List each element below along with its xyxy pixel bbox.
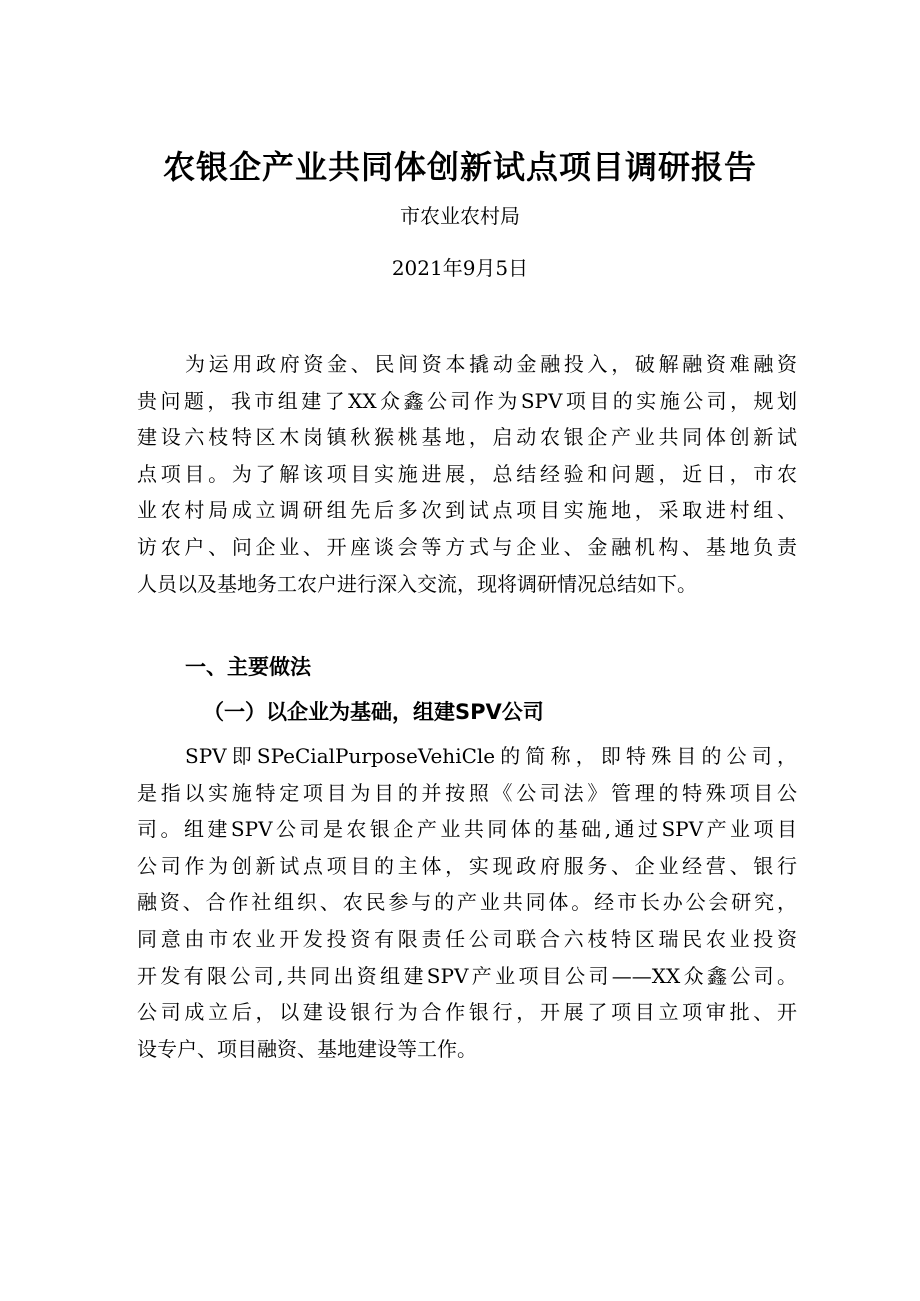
- paragraph-line: 公司成立后，以建设银行为合作银行，开展了项目立项审批、开: [137, 1000, 797, 1025]
- paragraph-line: 业农村局成立调研组先后多次到试点项目实施地，采取进村组、: [137, 498, 797, 523]
- paragraph-line: SPV即SPeCialPurposeVehiCle的简称，即特殊目的公司，: [185, 744, 797, 768]
- paragraph-line: 司。组建SPV公司是农银企产业共同体的基础,通过SPV产业项目: [137, 817, 797, 842]
- paragraph-line: 为运用政府资金、民间资本撬动金融投入，破解融资难融资: [185, 352, 797, 376]
- section-heading: 一、主要做法: [185, 655, 311, 679]
- document-title: 农银企产业共同体创新试点项目调研报告: [162, 148, 757, 186]
- spv-paragraph: [137, 738, 797, 1067]
- paragraph-line: 贵问题，我市组建了XX众鑫公司作为SPV项目的实施公司，规划: [137, 388, 797, 413]
- paragraph-line: 设专户、项目融资、基地建设等工作。: [137, 1036, 477, 1061]
- paragraph-line: 建设六枝特区木岗镇秋猴桃基地，启动农银企产业共同体创新试: [137, 425, 797, 450]
- subsection-heading: （一）以企业为基础，组建SPV公司: [203, 700, 544, 724]
- intro-paragraph: [137, 346, 797, 602]
- paragraph-line: 人员以及基地务工农户进行深入交流，现将调研情况总结如下。: [137, 571, 697, 596]
- paragraph-line: 是指以实施特定项目为目的并按照《公司法》管理的特殊项目公: [137, 780, 797, 805]
- paragraph-line: 开发有限公司,共同出资组建SPV产业项目公司——XX众鑫公司。: [137, 963, 797, 988]
- paragraph-line: 公司作为创新试点项目的主体，实现政府服务、企业经营、银行: [137, 853, 797, 878]
- issuing-organization: 市农业农村局: [400, 204, 520, 228]
- paragraph-line: 同意由市农业开发投资有限责任公司联合六枝特区瑞民农业投资: [137, 926, 797, 951]
- paragraph-line: 点项目。为了解该项目实施进展，总结经验和问题，近日，市农: [137, 461, 797, 486]
- paragraph-line: 访农户、问企业、开座谈会等方式与企业、金融机构、基地负责: [137, 534, 797, 559]
- paragraph-line: 融资、合作社组织、农民参与的产业共同体。经市长办公会研究，: [137, 890, 797, 915]
- document-date: 2021年9月5日: [391, 256, 529, 280]
